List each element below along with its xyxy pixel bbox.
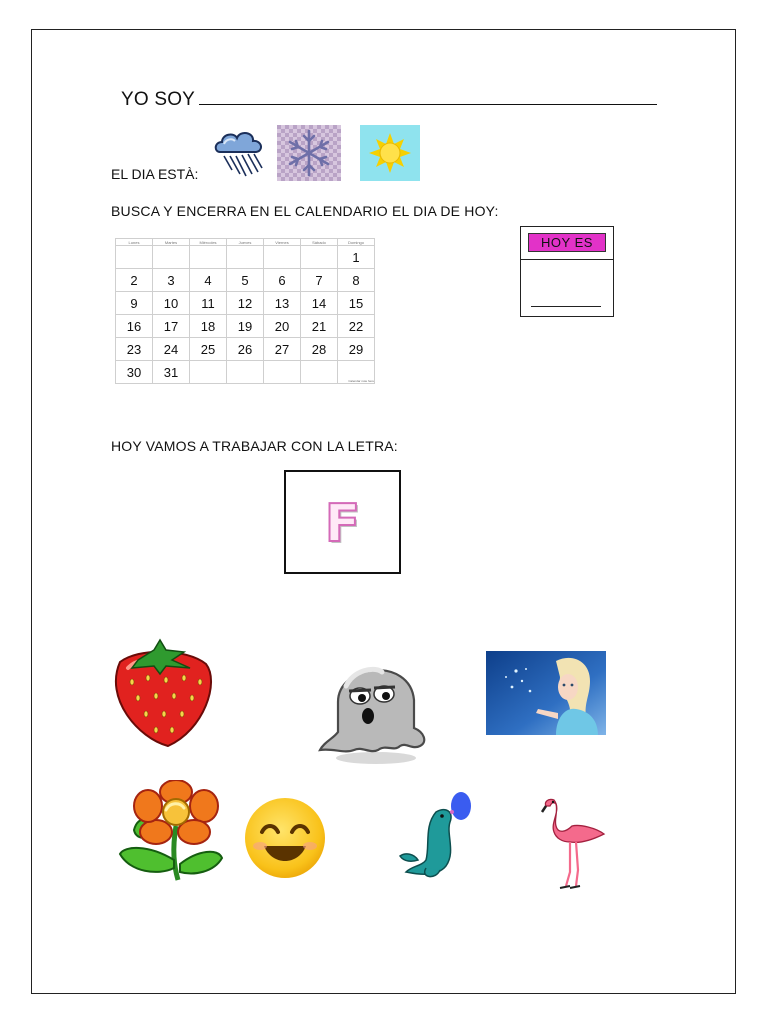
calendar-day[interactable]: 27: [264, 338, 301, 361]
calendar-day[interactable]: 21: [301, 315, 338, 338]
calendar-day[interactable]: 24: [153, 338, 190, 361]
calendar-day[interactable]: 19: [227, 315, 264, 338]
weekday-label: Domingo: [338, 239, 375, 246]
calendar-day[interactable]: 22: [338, 315, 375, 338]
today-box: [520, 226, 614, 317]
calendar-day[interactable]: [190, 246, 227, 269]
calendar-day[interactable]: 13: [264, 292, 301, 315]
weather-prompt: EL DIA ESTÀ:: [111, 166, 199, 182]
calendar-day[interactable]: [264, 246, 301, 269]
flamingo-image[interactable]: [540, 792, 608, 892]
calendar-weekday-row: [116, 239, 375, 246]
calendar-day[interactable]: 25: [190, 338, 227, 361]
calendar-day[interactable]: [227, 246, 264, 269]
weekday-label: Miércoles: [190, 239, 227, 246]
calendar-day[interactable]: 6: [264, 269, 301, 292]
elsa-frozen-image[interactable]: [486, 651, 606, 735]
calendar-day[interactable]: 5: [227, 269, 264, 292]
calendar-day[interactable]: 9: [116, 292, 153, 315]
sun-icon[interactable]: [360, 125, 420, 181]
calendar-week: [116, 292, 375, 315]
letter-box: [284, 470, 401, 574]
calendar-week: [116, 269, 375, 292]
weekday-label: Sábado: [301, 239, 338, 246]
calendar-week: [116, 246, 375, 269]
calendar-day[interactable]: 17: [153, 315, 190, 338]
flower-image[interactable]: [118, 780, 236, 886]
calendar-day[interactable]: 8: [338, 269, 375, 292]
today-box-header: [521, 227, 613, 260]
calendar-day[interactable]: 7: [301, 269, 338, 292]
calendar-day[interactable]: 28: [301, 338, 338, 361]
calendar-week: [116, 338, 375, 361]
name-blank[interactable]: [199, 86, 657, 105]
calendar-day[interactable]: 16: [116, 315, 153, 338]
calendar-week: [116, 315, 375, 338]
calendar-footnote: Calendar note here: [338, 361, 375, 384]
calendar-prompt: BUSCA Y ENCERRA EN EL CALENDARIO EL DIA DE HOY:: [111, 203, 499, 219]
calendar-day[interactable]: [264, 361, 301, 384]
calendar-day[interactable]: [227, 361, 264, 384]
weekday-label: Viernes: [264, 239, 301, 246]
calendar-day[interactable]: 23: [116, 338, 153, 361]
letter-prompt: HOY VAMOS A TRABAJAR CON LA LETRA:: [111, 438, 398, 454]
rain-cloud-icon[interactable]: [212, 124, 268, 180]
calendar-day[interactable]: 4: [190, 269, 227, 292]
calendar-day[interactable]: [153, 246, 190, 269]
calendar-day[interactable]: 18: [190, 315, 227, 338]
calendar-day[interactable]: 20: [264, 315, 301, 338]
calendar-day[interactable]: 31: [153, 361, 190, 384]
calendar-day[interactable]: 15: [338, 292, 375, 315]
calendar-day[interactable]: 10: [153, 292, 190, 315]
name-line: [121, 86, 657, 111]
today-answer-line[interactable]: [531, 306, 601, 307]
calendar-day[interactable]: [301, 361, 338, 384]
ghost-image[interactable]: [316, 646, 434, 766]
name-prompt: YO SOY: [121, 89, 196, 110]
weekday-label: Lunes: [116, 239, 153, 246]
calendar-day[interactable]: 14: [301, 292, 338, 315]
calendar-week: [116, 361, 375, 384]
calendar-day[interactable]: 29: [338, 338, 375, 361]
calendar-day[interactable]: 11: [190, 292, 227, 315]
calendar-grid: [115, 238, 375, 384]
calendar-day[interactable]: 30: [116, 361, 153, 384]
calendar-day[interactable]: [301, 246, 338, 269]
smiley-face-image[interactable]: [242, 796, 328, 880]
calendar-day[interactable]: 2: [116, 269, 153, 292]
strawberry-image[interactable]: [108, 638, 216, 750]
calendar-day[interactable]: 12: [227, 292, 264, 315]
snowflake-icon[interactable]: [277, 125, 341, 181]
calendar-day[interactable]: 1: [338, 246, 375, 269]
calendar-day[interactable]: 26: [227, 338, 264, 361]
weekday-label: Jueves: [227, 239, 264, 246]
calendar-day[interactable]: 3: [153, 269, 190, 292]
seal-image[interactable]: [396, 790, 480, 880]
calendar-day[interactable]: [116, 246, 153, 269]
calendar-day[interactable]: [190, 361, 227, 384]
today-label: HOY ES: [528, 233, 606, 252]
featured-letter: F: [324, 494, 361, 554]
weekday-label: Martes: [153, 239, 190, 246]
